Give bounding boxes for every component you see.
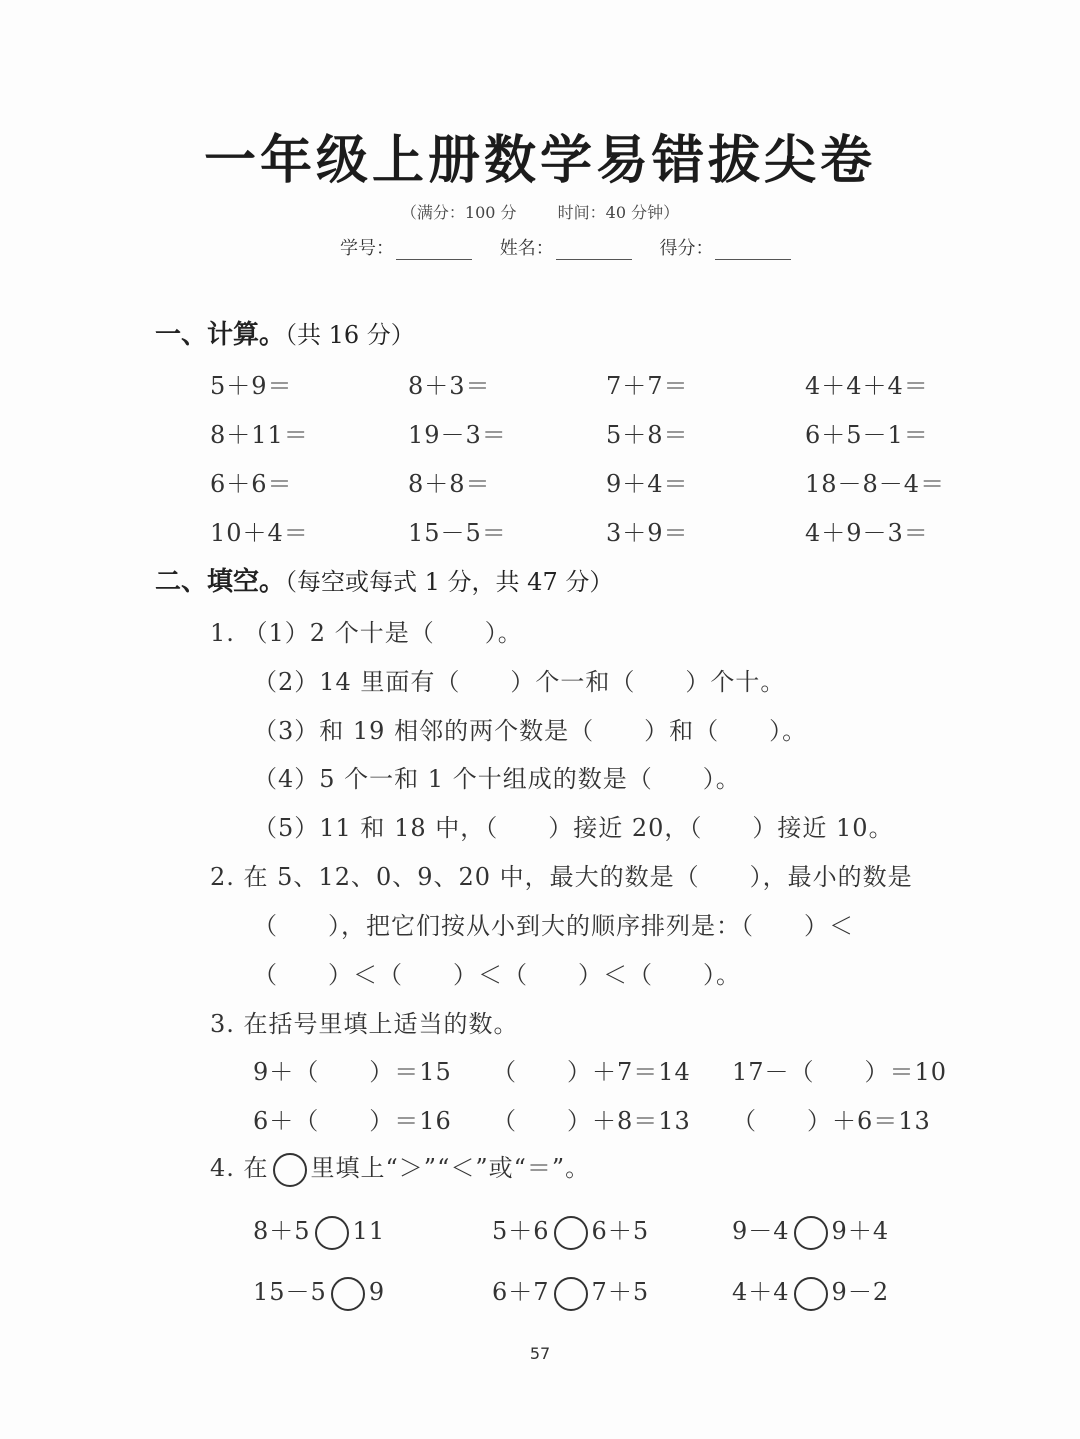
compare-item	[732, 1211, 889, 1250]
q3-item: 17－（ ）＝10	[732, 1058, 948, 1086]
q4-suffix: 里填上“＞”“＜”或“＝”。	[310, 1154, 591, 1182]
calc-item: 4＋4＋4＝	[805, 372, 929, 400]
q3-label: 3. 在括号里填上适当的数。	[210, 1010, 519, 1038]
calc-item: 6＋5－1＝	[805, 421, 929, 449]
exam-meta	[0, 200, 1080, 223]
score-blank[interactable]	[715, 241, 791, 260]
student-id-field	[340, 234, 472, 260]
full-score: （满分：100 分	[400, 203, 517, 222]
compare-item	[492, 1272, 649, 1311]
name-label: 姓名：	[499, 238, 554, 259]
q1-part4: （4）5 个一和 1 个十组成的数是（ ）。	[253, 765, 741, 793]
calc-item: 4＋9－3＝	[805, 519, 929, 547]
q1-part1: 1. （1）2 个十是（ ）。	[210, 619, 523, 647]
student-id-blank[interactable]	[396, 241, 472, 260]
compare-circle[interactable]	[554, 1277, 588, 1311]
calc-item: 5＋9＝	[210, 372, 293, 400]
q3-item: 6＋（ ）＝16	[253, 1107, 452, 1135]
compare-right: 11	[352, 1217, 386, 1245]
compare-circle[interactable]	[794, 1216, 828, 1250]
compare-item	[253, 1272, 385, 1311]
q1-part3: （3）和 19 相邻的两个数是（ ）和（ ）。	[253, 717, 808, 745]
calc-item: 15－5＝	[408, 519, 507, 547]
section1-title: 一、计算。	[155, 320, 286, 350]
calc-item: 6＋6＝	[210, 470, 293, 498]
q3-item: （ ）＋8＝13	[492, 1107, 691, 1135]
compare-circle[interactable]	[794, 1277, 828, 1311]
q1-part2: （2）14 里面有（ ）个一和（ ）个十。	[253, 668, 786, 696]
compare-left: 9－4	[732, 1217, 790, 1245]
calc-item: 5＋8＝	[606, 421, 689, 449]
calc-item: 7＋7＝	[606, 372, 689, 400]
compare-circle[interactable]	[331, 1277, 365, 1311]
calc-item: 8＋3＝	[408, 372, 491, 400]
section2-note: （每空或每式 1 分，共 47 分）	[285, 568, 614, 596]
section2-heading	[155, 561, 613, 598]
compare-left: 6＋7	[492, 1278, 550, 1306]
name-field	[500, 234, 632, 260]
compare-right: 7＋5	[591, 1278, 650, 1306]
q3-item: 9＋（ ）＝15	[253, 1058, 452, 1086]
q4-prefix: 4. 在	[210, 1154, 269, 1182]
compare-left: 5＋6	[492, 1217, 550, 1245]
student-id-label: 学号：	[340, 238, 394, 259]
q3-item: （ ）＋6＝13	[732, 1107, 931, 1135]
compare-left: 4＋4	[732, 1278, 790, 1306]
q3-item: （ ）＋7＝14	[492, 1058, 691, 1086]
compare-circle[interactable]	[554, 1216, 588, 1250]
compare-right: 9	[368, 1278, 386, 1306]
compare-item	[732, 1272, 889, 1311]
score-field	[659, 234, 791, 260]
calc-item: 19－3＝	[408, 421, 507, 449]
compare-right: 6＋5	[591, 1217, 650, 1245]
calc-item: 10＋4＝	[210, 519, 309, 547]
name-blank[interactable]	[556, 241, 632, 260]
compare-right: 9＋4	[831, 1217, 890, 1245]
calc-item: 8＋11＝	[210, 421, 309, 449]
time-limit: 时间：40 分钟）	[557, 203, 680, 222]
calc-item: 3＋9＝	[606, 519, 689, 547]
score-label: 得分：	[659, 238, 714, 259]
compare-right: 9－2	[831, 1278, 890, 1306]
q2-line1: 2. 在 5、12、0、9、20 中，最大的数是（ ），最小的数是	[210, 863, 913, 891]
compare-left: 8＋5	[253, 1217, 311, 1245]
compare-left: 15－5	[253, 1278, 327, 1306]
compare-item	[492, 1211, 649, 1250]
calc-item: 18－8－4＝	[805, 470, 946, 498]
calc-item: 8＋8＝	[408, 470, 491, 498]
section1-heading	[155, 314, 415, 351]
section1-note: （共 16 分）	[285, 321, 415, 349]
page-number: 57	[529, 1344, 551, 1363]
page-title: 一年级上册数学易错拔尖卷	[203, 131, 876, 191]
compare-item	[253, 1211, 385, 1250]
q2-line3: （ ）＜（ ）＜（ ）＜（ ）。	[253, 961, 741, 989]
section2-title: 二、填空。	[155, 567, 286, 597]
q2-line2: （ ），把它们按从小到大的顺序排列是：（ ）＜	[253, 912, 854, 940]
student-info-row	[340, 234, 813, 260]
compare-circle[interactable]	[315, 1216, 349, 1250]
circle-icon	[273, 1153, 307, 1187]
q4-label	[210, 1148, 590, 1187]
calc-item: 9＋4＝	[606, 470, 689, 498]
q1-part5: （5）11 和 18 中，（ ）接近 20，（ ）接近 10。	[253, 814, 894, 842]
